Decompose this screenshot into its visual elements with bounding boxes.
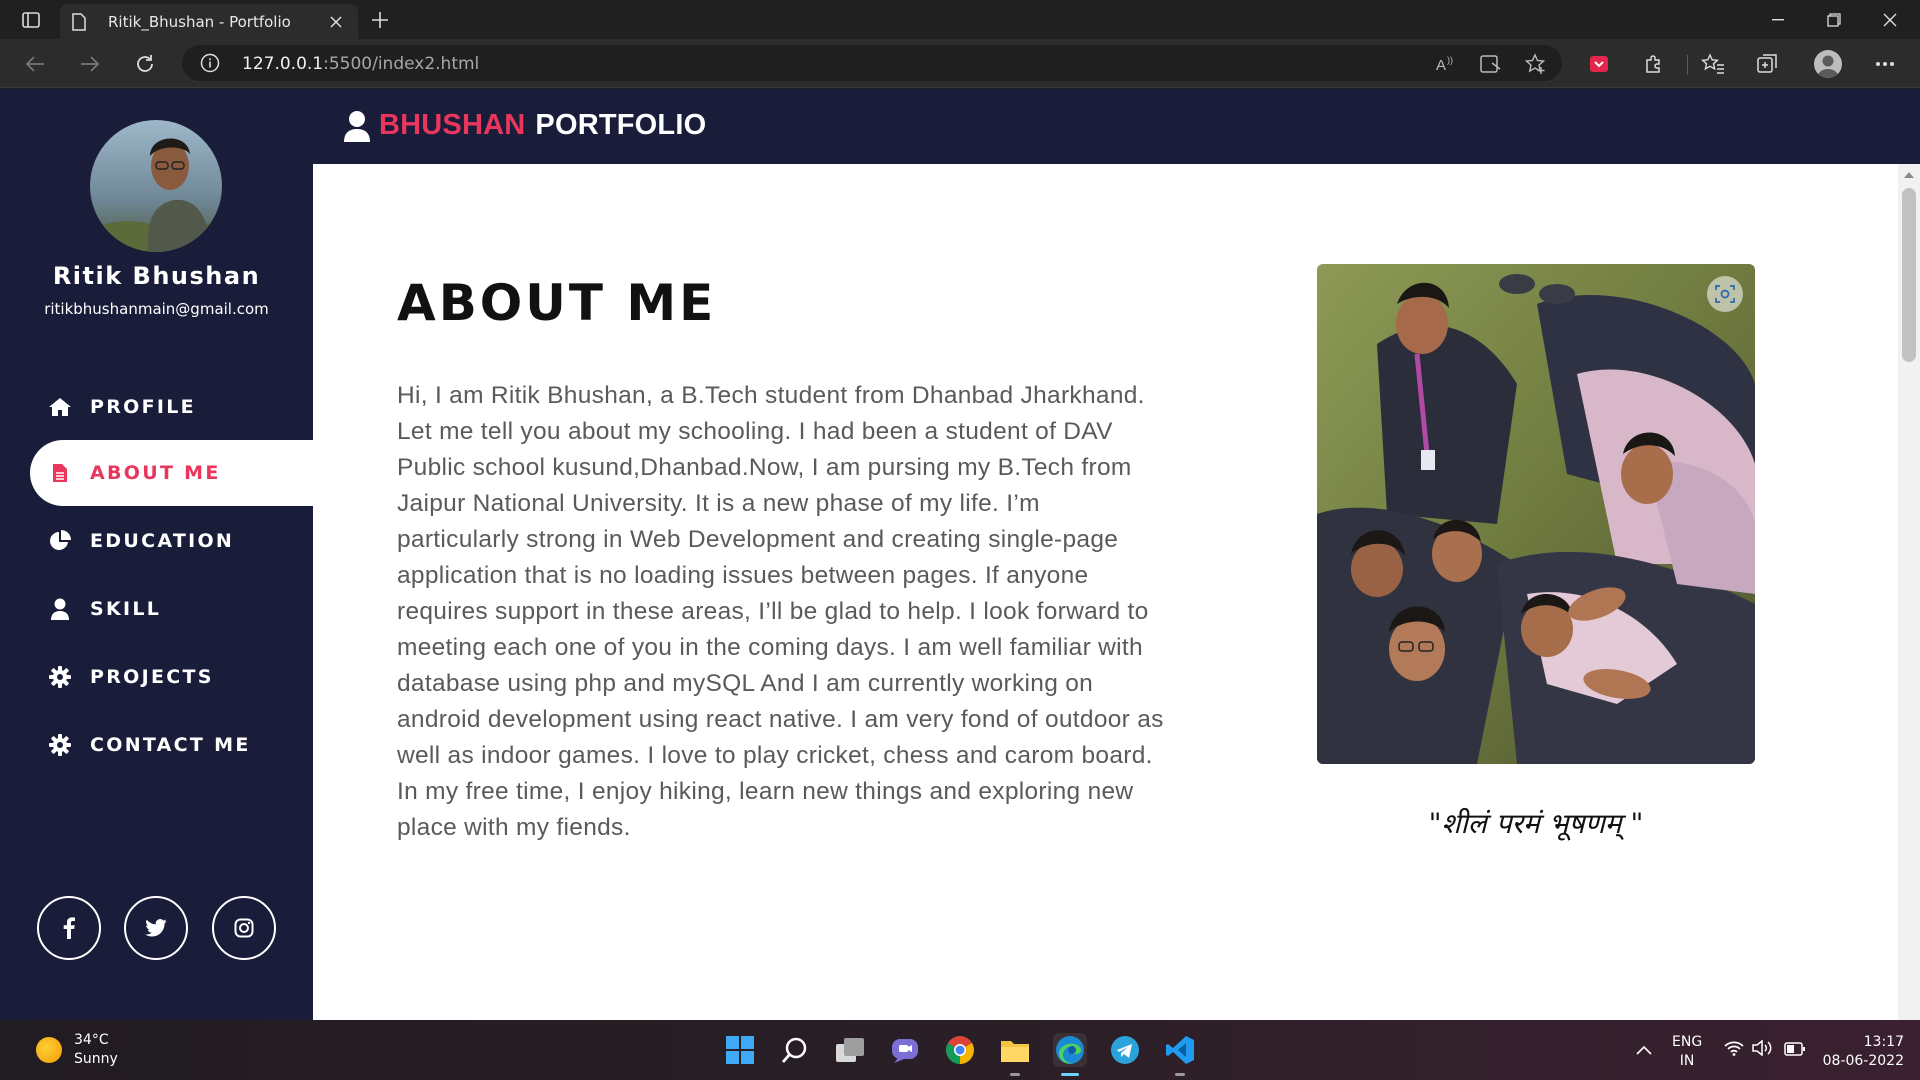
favorite-star-icon[interactable]	[1524, 52, 1548, 76]
collections-icon[interactable]	[1755, 51, 1781, 77]
close-tab-icon[interactable]	[326, 12, 346, 32]
svg-text:A: A	[1436, 57, 1447, 73]
facebook-icon	[63, 917, 75, 939]
sun-icon	[36, 1037, 62, 1063]
visual-search-icon	[1715, 284, 1735, 304]
main-content	[313, 164, 1898, 1020]
sidebar-item-label: CONTACT ME	[90, 734, 251, 756]
read-aloud-icon[interactable]	[1434, 52, 1458, 76]
user-email: ritikbhushanmain@gmail.com	[44, 300, 269, 318]
wifi-icon[interactable]	[1724, 1040, 1744, 1060]
visual-search-button[interactable]	[1707, 276, 1743, 312]
back-button[interactable]	[18, 47, 52, 81]
immersive-reader-icon[interactable]	[1479, 52, 1503, 76]
search-button[interactable]	[778, 1033, 812, 1067]
page-icon	[72, 13, 94, 31]
pie-chart-icon	[48, 529, 72, 553]
browser-toolbar	[0, 39, 1920, 88]
vscode-button[interactable]	[1163, 1033, 1197, 1067]
site-info-icon[interactable]	[200, 53, 220, 73]
telegram-icon	[1110, 1035, 1140, 1065]
weather-widget[interactable]	[36, 1031, 118, 1069]
minimize-button[interactable]	[1750, 0, 1806, 39]
sidebar	[0, 89, 313, 1020]
sidebar-item-about-me[interactable]	[30, 440, 313, 506]
region-code: IN	[1679, 1053, 1695, 1069]
vscode-icon	[1165, 1035, 1195, 1065]
more-menu-icon[interactable]	[1872, 51, 1898, 77]
extensions-puzzle-icon[interactable]	[1641, 51, 1667, 77]
user-name: Ritik Bhushan	[52, 262, 261, 290]
arrow-right-icon	[80, 55, 100, 73]
tab-actions-icon	[22, 12, 40, 28]
system-clock[interactable]	[1820, 1033, 1904, 1071]
task-view-icon	[835, 1036, 865, 1064]
search-icon	[781, 1036, 809, 1064]
folder-icon	[1000, 1037, 1030, 1063]
chrome-button[interactable]	[943, 1033, 977, 1067]
sidebar-item-profile[interactable]	[30, 374, 313, 440]
clock-date: 08-06-2022	[1822, 1053, 1904, 1069]
sidebar-item-education[interactable]	[30, 508, 313, 574]
sidebar-item-label: PROJECTS	[90, 666, 214, 688]
group-photo	[1317, 264, 1755, 764]
plus-icon	[371, 11, 389, 29]
chat-icon	[890, 1036, 920, 1064]
tab-title: Ritik_Bhushan - Portfolio	[108, 12, 291, 31]
sidebar-item-projects[interactable]	[30, 644, 313, 710]
show-hidden-icons-button[interactable]	[1636, 1040, 1652, 1059]
task-view-button[interactable]	[833, 1033, 867, 1067]
input-language[interactable]	[1672, 1033, 1702, 1071]
web-page	[0, 89, 1920, 1020]
sidebar-item-label: SKILL	[90, 598, 162, 620]
arrow-left-icon	[25, 55, 45, 73]
browser-tab[interactable]	[60, 4, 358, 39]
start-button[interactable]	[723, 1033, 757, 1067]
scroll-up-arrow-icon[interactable]	[1904, 172, 1914, 178]
teams-chat-button[interactable]	[888, 1033, 922, 1067]
gear-icon	[48, 665, 72, 689]
telegram-button[interactable]	[1108, 1033, 1142, 1067]
facebook-button[interactable]	[37, 896, 101, 960]
language-code: ENG	[1672, 1034, 1703, 1050]
extension-pocket-icon[interactable]	[1586, 51, 1612, 77]
windows-logo-icon	[725, 1035, 755, 1065]
forward-button[interactable]	[73, 47, 107, 81]
twitter-button[interactable]	[124, 896, 188, 960]
brand-second: PORTFOLIO	[535, 109, 707, 141]
clock-time: 13:17	[1863, 1034, 1904, 1050]
url-host: 127.0.0.1	[242, 54, 324, 74]
site-brand[interactable]	[343, 109, 706, 142]
volume-icon[interactable]	[1752, 1040, 1774, 1060]
sidebar-item-label: EDUCATION	[90, 530, 235, 552]
tab-actions-button[interactable]	[14, 7, 48, 33]
close-window-button[interactable]	[1862, 0, 1918, 39]
restore-button[interactable]	[1806, 0, 1862, 39]
user-icon	[48, 597, 72, 621]
page-title: ABOUT ME	[397, 274, 717, 332]
instagram-icon	[234, 918, 254, 938]
sidebar-item-contact-me[interactable]	[30, 712, 313, 778]
address-bar[interactable]	[182, 45, 1562, 81]
twitter-icon	[145, 919, 167, 937]
gear-icon	[48, 733, 72, 757]
browser-titlebar	[0, 0, 1920, 39]
brand-first: BHUSHAN	[379, 109, 526, 141]
refresh-button[interactable]	[128, 47, 162, 81]
edge-icon	[1055, 1035, 1085, 1065]
edge-button[interactable]	[1053, 1033, 1087, 1067]
sidebar-menu	[30, 396, 313, 780]
url-path: :5500/index2.html	[323, 54, 480, 74]
sidebar-item-skill[interactable]	[30, 576, 313, 642]
instagram-button[interactable]	[212, 896, 276, 960]
battery-icon[interactable]	[1784, 1041, 1806, 1060]
chevron-up-icon	[1636, 1045, 1652, 1055]
scroll-thumb[interactable]	[1902, 188, 1916, 362]
page-scrollbar[interactable]	[1898, 164, 1920, 1020]
new-tab-button[interactable]	[366, 6, 394, 34]
about-paragraph: Hi, I am Ritik Bhushan, a B.Tech student from Dhanbad Jharkhand. Let me tell you about my schooling. I had been a student of DAV Public school kusund,Dhanbad.Now, I am pursing my B.Tech from Jaipur National University. It is a new phase of my life. I’m particularly strong in Web Development and creating single-page application that is no loading issues between pages. If anyone requires support in these areas, I’ll be glad to help. I look forward to meeting each one of you in the coming days. I am well familiar with database using php and mySQL And I am currently working on android development using react native. I am very fond of outdoor as well as indoor games. I love to play cricket, chess and carom board. In my free time, I enjoy hiking, learn new things and exploring new place with my fiends.	[397, 382, 1164, 841]
profile-photo	[90, 120, 222, 252]
sidebar-item-label: ABOUT ME	[90, 462, 221, 484]
sidebar-item-label: PROFILE	[90, 396, 196, 418]
profile-avatar-icon[interactable]	[1814, 50, 1842, 78]
motto-quote: "शीलं परमं भूषणम् "	[1428, 807, 1644, 840]
refresh-icon	[134, 53, 156, 75]
user-icon	[343, 110, 371, 142]
weather-condition: Sunny	[74, 1051, 118, 1067]
favorites-icon[interactable]	[1700, 51, 1726, 77]
file-explorer-button[interactable]	[998, 1033, 1032, 1067]
home-icon	[48, 395, 72, 419]
svg-text:)): ))	[1447, 55, 1453, 65]
document-icon	[48, 461, 72, 485]
chrome-icon	[945, 1035, 975, 1065]
url-text[interactable]	[242, 54, 479, 74]
windows-taskbar	[0, 1020, 1920, 1080]
weather-temperature: 34°C	[74, 1032, 109, 1048]
toolbar-divider	[1687, 55, 1688, 75]
